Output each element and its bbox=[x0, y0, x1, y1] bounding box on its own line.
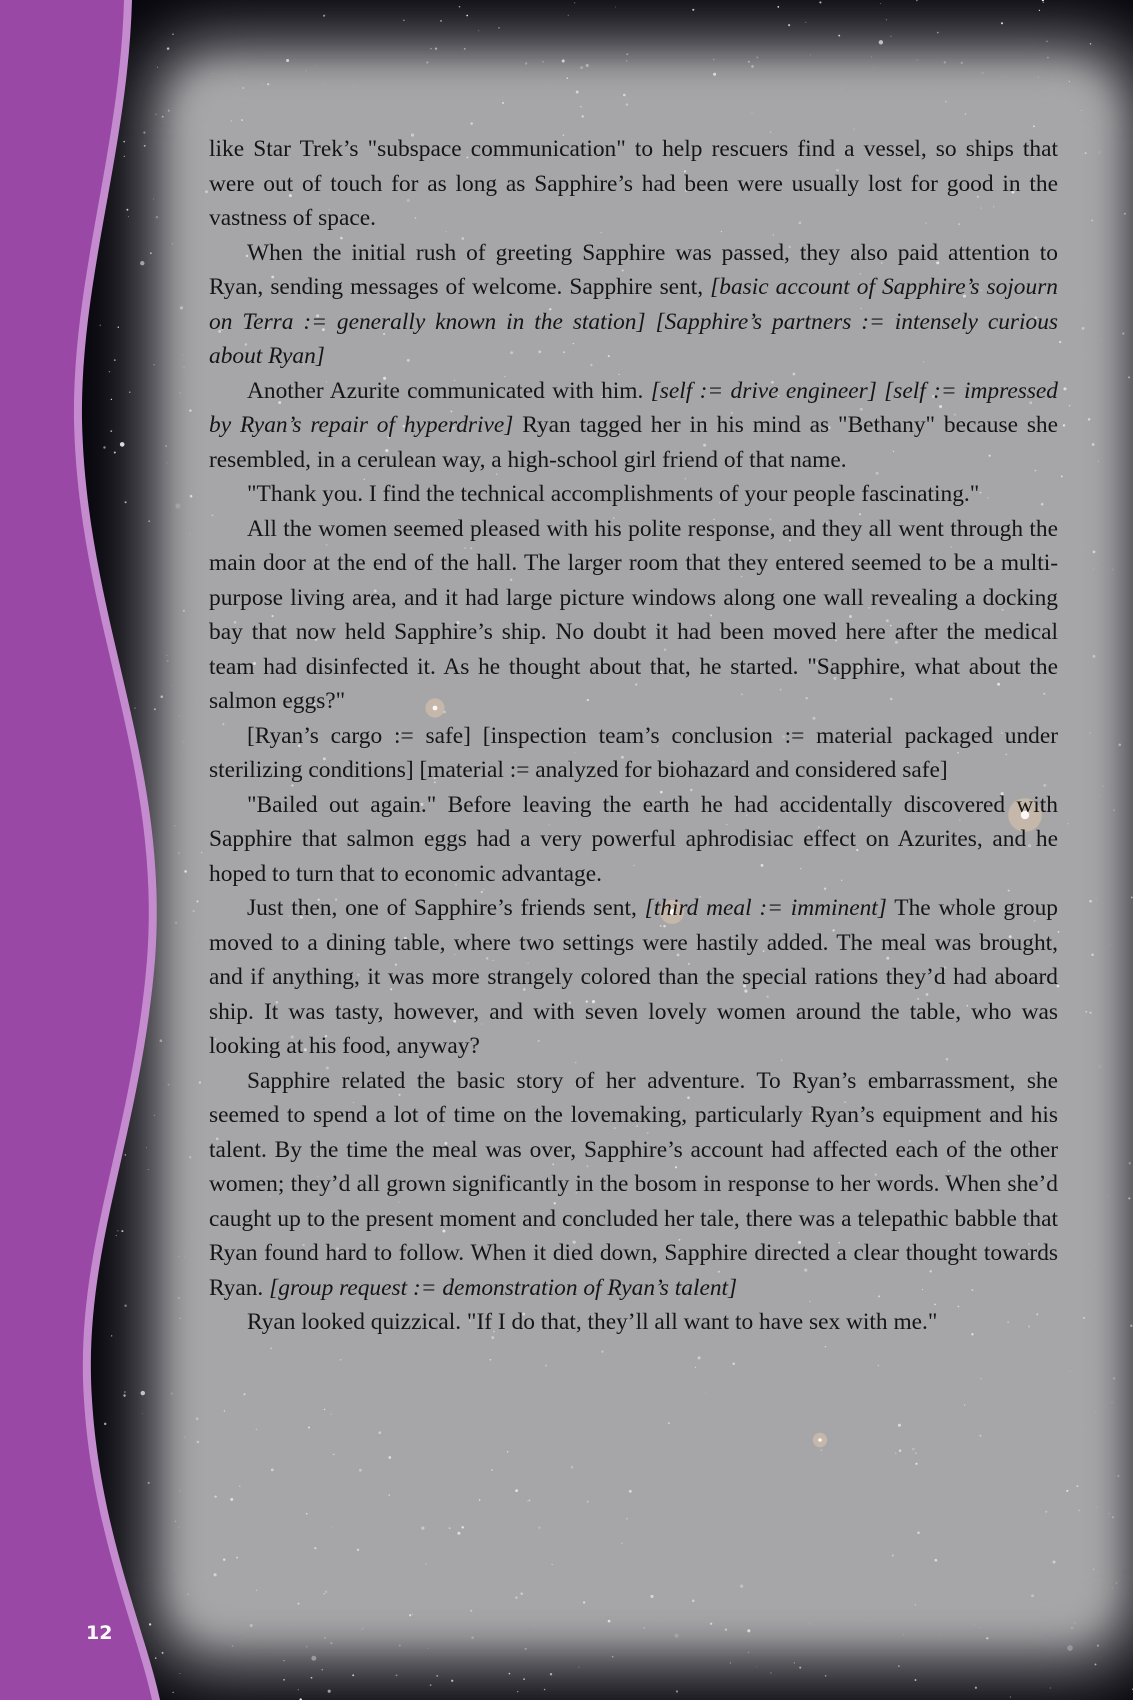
star bbox=[490, 1359, 492, 1361]
star bbox=[1085, 1011, 1087, 1013]
star bbox=[915, 1452, 917, 1454]
star bbox=[205, 190, 208, 193]
star bbox=[915, 1604, 916, 1605]
star bbox=[297, 1603, 299, 1605]
star bbox=[230, 1498, 233, 1501]
star bbox=[1064, 387, 1067, 390]
star bbox=[241, 119, 243, 121]
star bbox=[457, 1532, 460, 1535]
star bbox=[479, 1499, 481, 1501]
star bbox=[965, 113, 967, 115]
star bbox=[725, 1629, 727, 1631]
paragraph bbox=[209, 477, 1058, 512]
star bbox=[325, 1591, 327, 1593]
star bbox=[608, 1620, 611, 1623]
star bbox=[854, 128, 855, 129]
star bbox=[1091, 953, 1094, 956]
paragraph-text: When the initial rush of greeting Sapphire was passed, they also paid attention to Ryan, sending messages of welcome. Sapphire sent, bbox=[209, 239, 1058, 300]
star bbox=[409, 1614, 411, 1616]
star bbox=[331, 1527, 332, 1528]
star bbox=[818, 1438, 822, 1442]
paragraph-text: All the women seemed pleased with his polite response, and they all went through the main door at the end of the hall. The larger room that they entered seemed to be a multi-purpose living area, and it had large picture windows along one wall revealing a docking bay that now held Sapphire’s ship. No doubt it had been moved here after the medical team had disinfected it. As he thought about that, he started. "Sapphire, what about the salmon eggs?" bbox=[209, 515, 1058, 714]
star bbox=[426, 61, 428, 63]
star bbox=[1068, 823, 1069, 824]
star bbox=[1098, 461, 1099, 462]
star bbox=[562, 60, 565, 63]
telepathic-message-text: [third meal := imminent] bbox=[644, 895, 887, 921]
star bbox=[751, 65, 754, 68]
star bbox=[629, 1490, 632, 1493]
star bbox=[242, 87, 244, 89]
star bbox=[507, 1451, 509, 1453]
paragraph-text: The whole group moved to a dining table, where two settings were hastily added. The meal was brought, and if anything, it was more strangely colored than the special rations they’d had aboard ship. It was tasty, however, and with seven lovely women around the table, who was looking at his food, anyway? bbox=[209, 895, 1058, 1059]
star bbox=[899, 1449, 902, 1452]
star bbox=[1033, 125, 1035, 127]
star bbox=[626, 1518, 627, 1519]
star bbox=[1052, 1560, 1055, 1563]
star bbox=[193, 910, 195, 912]
star bbox=[324, 1409, 325, 1410]
star bbox=[1085, 152, 1087, 154]
star bbox=[286, 59, 289, 62]
star bbox=[470, 1610, 472, 1612]
star bbox=[306, 1513, 308, 1515]
star bbox=[1066, 1490, 1068, 1492]
star bbox=[190, 495, 193, 498]
star bbox=[601, 1350, 603, 1352]
star bbox=[825, 1346, 826, 1347]
paragraph bbox=[209, 1064, 1058, 1306]
star bbox=[581, 115, 583, 117]
star bbox=[576, 91, 579, 94]
star bbox=[189, 1156, 191, 1158]
star bbox=[184, 870, 187, 873]
star bbox=[732, 1362, 735, 1365]
star bbox=[571, 1466, 574, 1469]
star bbox=[527, 1501, 528, 1502]
star bbox=[267, 83, 269, 85]
star bbox=[945, 101, 947, 103]
star bbox=[224, 1410, 225, 1411]
star bbox=[412, 1614, 413, 1615]
star bbox=[230, 120, 232, 122]
telepathic-message-text: [group request := demonstration of Ryan’s talent] bbox=[269, 1274, 738, 1301]
star bbox=[705, 1393, 706, 1394]
star bbox=[324, 1593, 325, 1594]
star bbox=[223, 1559, 225, 1561]
star bbox=[449, 1527, 451, 1529]
star bbox=[1059, 341, 1061, 343]
star bbox=[1076, 1485, 1078, 1487]
star bbox=[713, 73, 716, 76]
star bbox=[199, 1081, 201, 1083]
star bbox=[692, 1600, 695, 1603]
star bbox=[580, 66, 583, 69]
star bbox=[389, 1494, 390, 1495]
star bbox=[340, 1359, 342, 1361]
paragraph bbox=[209, 236, 1058, 374]
paragraph bbox=[209, 132, 1058, 236]
star bbox=[314, 1547, 316, 1549]
star bbox=[915, 1463, 917, 1465]
star bbox=[1092, 443, 1095, 446]
star bbox=[214, 1573, 217, 1576]
paragraph bbox=[209, 719, 1058, 788]
paragraph-text: like Star Trek’s "subspace communication" to help rescuers find a vessel, so ships that were out of touch for as long as Sapphire’s had been were usually lost for good in the vastness of space. bbox=[209, 136, 1058, 231]
star bbox=[740, 1585, 743, 1588]
star bbox=[308, 1427, 310, 1429]
star bbox=[197, 1441, 200, 1444]
star bbox=[214, 1495, 216, 1497]
star bbox=[986, 1637, 988, 1639]
star bbox=[525, 62, 527, 64]
page-number: 12 bbox=[86, 1622, 113, 1644]
star bbox=[1070, 1370, 1071, 1371]
star bbox=[196, 1417, 199, 1420]
paragraph-text: Ryan looked quizzical. "If I do that, they’ll all want to have sex with me." bbox=[247, 1309, 938, 1335]
star bbox=[180, 306, 183, 309]
star bbox=[1093, 568, 1094, 569]
paragraph-text: Ryan tagged her in his mind as "Bethany" because she resembled, in a cerulean way, a high-school girl friend of that name. bbox=[209, 412, 1058, 473]
star bbox=[1082, 327, 1085, 330]
paragraph bbox=[209, 788, 1058, 892]
star bbox=[587, 1501, 589, 1503]
star bbox=[698, 1356, 701, 1359]
star bbox=[271, 1469, 274, 1472]
star bbox=[1093, 1568, 1095, 1570]
star bbox=[201, 852, 202, 853]
star bbox=[545, 1365, 547, 1367]
star bbox=[1089, 732, 1091, 734]
star bbox=[388, 1456, 391, 1459]
star bbox=[471, 122, 473, 124]
star bbox=[747, 1629, 750, 1632]
star bbox=[878, 1365, 880, 1367]
star bbox=[189, 409, 191, 411]
paragraph-text: Another Azurite communicated with him. bbox=[247, 377, 651, 404]
star bbox=[236, 1557, 238, 1559]
star bbox=[551, 1564, 552, 1565]
purple-wave-fill bbox=[0, 0, 152, 1700]
paragraph-text: Just then, one of Sapphire’s friends sent, bbox=[247, 895, 645, 921]
star bbox=[580, 106, 581, 107]
star bbox=[621, 1543, 622, 1544]
star bbox=[748, 61, 750, 63]
star bbox=[256, 1590, 257, 1591]
star bbox=[538, 1526, 540, 1528]
star bbox=[491, 1469, 493, 1471]
star bbox=[644, 1627, 645, 1628]
star bbox=[917, 1531, 920, 1534]
star bbox=[898, 1424, 901, 1427]
star bbox=[520, 1593, 522, 1595]
star bbox=[964, 1405, 965, 1406]
star bbox=[359, 1469, 362, 1472]
star bbox=[1069, 405, 1070, 406]
star bbox=[895, 1453, 896, 1454]
star bbox=[333, 1454, 335, 1456]
star bbox=[1031, 1594, 1034, 1597]
paragraph-text: "Bailed out again." Before leaving the earth he had accidentally discovered with Sapphire that salmon eggs had a very powerful aphrodisiac effect on Azurites, and he hoped to turn that to economic advantage. bbox=[209, 791, 1058, 887]
star bbox=[1089, 900, 1092, 903]
paragraph bbox=[209, 891, 1058, 1064]
star bbox=[1090, 1012, 1092, 1014]
star bbox=[196, 900, 198, 902]
paragraph-text: Sapphire related the basic story of her adventure. To Ryan’s embarrassment, she seemed to spend a lot of time on the lovemaking, particularly Ryan’s equipment and his talent. By the time the meal was over, Sapphire’s account had affected each of the other women; they’d all grown significantly in the bosom in response to her words. When she’d caught up to the present moment and concluded her tale, there was a telepathic babble that Ryan found hard to follow. When it died down, Sapphire directed a clear thought towards Ryan. bbox=[209, 1067, 1058, 1301]
star bbox=[1083, 1317, 1085, 1319]
purple-wave-band bbox=[0, 0, 170, 1700]
star bbox=[623, 94, 626, 97]
star bbox=[979, 1435, 981, 1437]
star bbox=[461, 1526, 463, 1528]
star bbox=[586, 64, 589, 67]
star bbox=[270, 1347, 272, 1349]
star bbox=[1063, 424, 1066, 427]
star bbox=[256, 1429, 257, 1430]
star bbox=[912, 1448, 915, 1451]
star bbox=[1081, 110, 1082, 111]
star bbox=[250, 1624, 253, 1627]
star bbox=[357, 1549, 359, 1551]
star bbox=[892, 1554, 894, 1556]
paragraph-text: "Thank you. I find the technical accomplishments of your people fascinating." bbox=[247, 481, 980, 507]
star bbox=[567, 77, 569, 79]
star bbox=[528, 1499, 530, 1501]
star bbox=[820, 1449, 822, 1451]
star bbox=[180, 1318, 181, 1319]
star bbox=[502, 102, 504, 104]
star bbox=[1078, 1510, 1079, 1511]
star bbox=[515, 1597, 517, 1599]
star bbox=[183, 610, 185, 612]
star bbox=[330, 1414, 331, 1415]
star bbox=[1045, 1511, 1047, 1513]
star bbox=[1088, 418, 1091, 421]
star bbox=[935, 1559, 938, 1562]
star bbox=[626, 60, 627, 61]
star bbox=[1093, 551, 1096, 554]
star bbox=[944, 61, 946, 63]
paragraph bbox=[209, 512, 1058, 719]
star bbox=[1061, 475, 1063, 477]
paragraph bbox=[209, 1305, 1058, 1340]
body-text bbox=[209, 132, 1058, 1340]
star bbox=[980, 1378, 981, 1379]
paragraph-text: [Ryan’s cargo := safe] [inspection team’s conclusion := material packaged under sterilizing conditions] [material := analyzed for biohazard and considered safe] bbox=[209, 722, 1058, 783]
star bbox=[626, 103, 628, 105]
star bbox=[425, 1563, 426, 1564]
star bbox=[710, 1623, 712, 1625]
star bbox=[695, 1367, 696, 1368]
star bbox=[650, 1595, 653, 1598]
star bbox=[239, 1486, 240, 1487]
star bbox=[421, 1527, 424, 1530]
star bbox=[1091, 220, 1093, 222]
star bbox=[668, 1422, 670, 1424]
paragraph bbox=[209, 374, 1058, 478]
star bbox=[583, 1601, 585, 1603]
star bbox=[243, 1393, 245, 1395]
telepathic-message-text: [basic account of Sapphire’s sojourn on Terra := generally known in the station] [Sapphire’s partners := intensely curious about Ryan] bbox=[209, 274, 1058, 369]
telepathic-message-text: [self := drive engineer] [self := impressed by Ryan’s repair of hyperdrive] bbox=[209, 377, 1058, 438]
star bbox=[378, 1431, 381, 1434]
star bbox=[751, 113, 752, 114]
star bbox=[515, 1489, 518, 1492]
star bbox=[1069, 81, 1071, 83]
star bbox=[1093, 655, 1096, 658]
